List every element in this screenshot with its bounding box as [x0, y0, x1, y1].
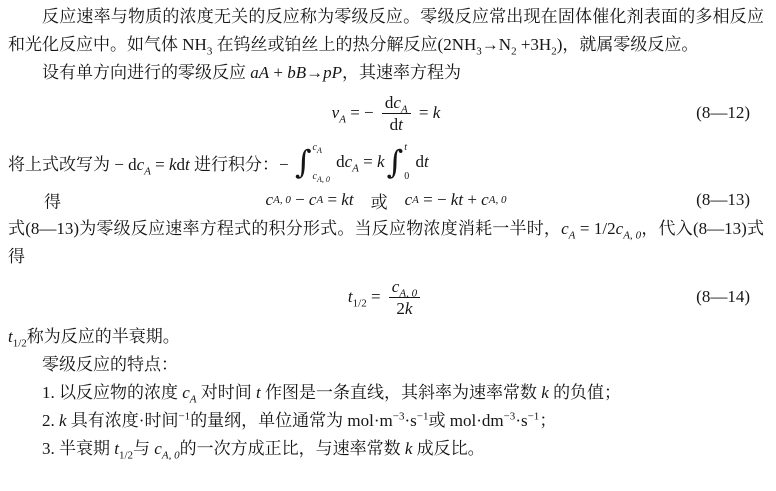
text-run: kt	[450, 190, 464, 209]
text-run: 3	[476, 45, 482, 58]
text-run: k	[376, 152, 385, 171]
text-run: = −	[418, 190, 451, 209]
text-run: →N	[481, 35, 512, 54]
text-run: c	[154, 439, 162, 458]
text-run: k	[404, 439, 413, 458]
eq12-denominator	[387, 114, 406, 135]
integral-concentration	[295, 142, 330, 182]
eq12-lhs	[331, 103, 378, 126]
integral-limits	[313, 142, 330, 182]
text-run: 的一次方成正比，与速率常数	[179, 439, 405, 458]
integral-upper-limit	[404, 142, 407, 153]
text-run: 反应速率与物质的浓度无关的反应称为零级反应。零级反应常出现在固体催化剂表面的多相反应和光化反应中。如气体 NH	[8, 7, 764, 54]
text-run: 1/2	[352, 297, 367, 310]
text-run: c	[561, 219, 569, 238]
text-run: k	[432, 103, 441, 122]
text-run: 3	[206, 45, 213, 58]
eq14-denominator	[393, 298, 415, 319]
text-run: 设有单方向进行的零级反应	[42, 63, 251, 82]
text-run: −1	[178, 410, 191, 423]
text-run: c	[308, 190, 317, 209]
text-run: d	[389, 114, 399, 134]
text-run: =	[414, 103, 433, 122]
text-run: +	[463, 190, 482, 209]
text-run: −3	[503, 410, 516, 423]
integration-before	[8, 150, 293, 175]
text-run: c	[391, 276, 400, 296]
features-heading: 零级反应的特点：	[42, 355, 178, 374]
text-run: c	[312, 171, 317, 182]
text-run: pP	[323, 63, 343, 82]
text-run: ；	[539, 411, 557, 430]
equation-8-14-formula	[348, 276, 424, 319]
feature-item-1	[8, 379, 764, 407]
text-run: A	[352, 162, 359, 175]
text-run: 成反比。	[412, 439, 485, 458]
text-run: ·s	[515, 411, 528, 430]
text-run: −	[290, 190, 309, 209]
text-run: −3	[392, 410, 405, 423]
paragraph-integral-form	[8, 215, 764, 271]
text-run: −1	[527, 410, 540, 423]
eq14-fraction	[389, 276, 420, 319]
text-run: t	[8, 327, 13, 346]
integration-mid	[331, 152, 385, 175]
equation-number-8-12: (8—12)	[696, 103, 750, 122]
text-run: d	[411, 152, 424, 171]
text-run: c	[265, 190, 274, 209]
text-run: A, 0	[623, 229, 642, 242]
eq12-rhs	[415, 103, 441, 123]
text-run: t	[398, 114, 403, 134]
text-run: A, 0	[399, 286, 418, 299]
equation-8-13	[8, 185, 764, 215]
text-run: c	[404, 190, 413, 209]
text-run: 或	[353, 192, 405, 212]
text-run: t	[114, 439, 119, 458]
text-run: c	[312, 142, 317, 153]
text-run: A	[316, 146, 322, 155]
text-run: =	[358, 152, 377, 171]
text-run: 0	[404, 171, 410, 182]
text-run: 的负值；	[548, 383, 622, 402]
text-run: )，就属零级反应。	[556, 35, 699, 54]
text-run: c	[136, 154, 145, 174]
text-run: d	[384, 92, 394, 112]
integral-upper-limit	[313, 142, 322, 153]
text-run: 1. 以反应物的浓度	[42, 383, 183, 402]
text-run: 对时间	[196, 383, 257, 402]
text-run: +3H	[516, 35, 552, 54]
integral-lower-limit	[404, 171, 409, 182]
text-run: t	[256, 383, 261, 402]
equation-number-8-14: (8—14)	[696, 287, 750, 306]
text-run: A	[568, 229, 576, 242]
integral-time	[387, 142, 410, 182]
text-run: 的量纲，单位通常为 mol·m	[190, 411, 393, 430]
text-run: kt	[341, 190, 354, 209]
eq12-numerator	[382, 92, 411, 114]
text-run: 称为反应的半衰期。	[26, 327, 180, 346]
text-run: 式(8—13)为零级反应速率方程式的积分形式。当反应物浓度消耗一半时，	[8, 219, 562, 238]
feature-item-3	[8, 435, 764, 463]
paragraph-rate-setup	[8, 59, 764, 87]
feature-item-2	[8, 407, 764, 435]
text-run: A	[400, 102, 408, 115]
equation-8-13-lead: 得	[44, 192, 61, 212]
text-run: = 1/2	[575, 219, 616, 238]
text-run: 2.	[42, 411, 59, 430]
text-run: 作图是一条直线，其斜率为速率常数	[260, 383, 542, 402]
text-run: v	[331, 103, 340, 122]
text-run: bB	[287, 63, 307, 82]
equation-8-13-formula: c A, 0 − c A = kt 或 c A = − kt + c A, 0	[266, 188, 507, 213]
text-run: aA	[250, 63, 270, 82]
text-run: c	[182, 383, 190, 402]
text-run: k	[168, 154, 177, 174]
text-run: ，其速率方程为	[342, 63, 462, 82]
text-run: t	[347, 287, 353, 306]
equation-number-8-13: (8—13)	[696, 190, 750, 209]
text-run: d	[176, 154, 186, 174]
text-run: d	[331, 152, 345, 171]
text-run: A	[189, 393, 197, 406]
text-run: A	[339, 113, 346, 126]
text-run: =	[366, 287, 385, 306]
text-run: k	[541, 383, 549, 402]
text-run: =	[150, 154, 169, 174]
text-run: k	[59, 411, 67, 430]
text-run: k	[404, 298, 413, 318]
eq14-lhs	[347, 287, 385, 310]
text-run: −1	[416, 410, 429, 423]
eq12-fraction	[382, 92, 411, 135]
text-run: c	[481, 190, 489, 209]
text-run: 1/2	[12, 337, 27, 350]
text-run: 或 mol·dm	[428, 411, 504, 430]
integral-limits	[404, 142, 409, 182]
text-run: =	[323, 190, 342, 209]
text-run: 2	[511, 45, 517, 58]
integral-sign: ∫	[294, 143, 312, 181]
text-run: A	[144, 164, 151, 177]
text-run: ，代入(8—13)式得	[8, 219, 764, 266]
text-run: 在钨丝或铂丝上的热分解反应(2NH	[212, 35, 477, 54]
text-run: t	[185, 154, 190, 174]
integration-after	[411, 152, 428, 172]
equation-8-14	[8, 271, 764, 323]
integration-line	[8, 139, 764, 185]
text-run: 进行积分：−	[189, 154, 293, 174]
text-run: +	[269, 63, 288, 82]
text-run: t	[404, 142, 407, 153]
equation-8-12-formula	[332, 92, 441, 135]
eq14-numerator	[389, 276, 420, 298]
text-run: 将上式改写为 − d	[8, 154, 137, 174]
paragraph-intro	[8, 3, 764, 59]
text-run: A, 0	[316, 175, 330, 184]
halflife-definition	[8, 323, 764, 351]
text-run: c	[393, 92, 401, 112]
integral-sign: ∫	[386, 143, 404, 181]
text-run: 具有浓度·时间	[66, 411, 179, 430]
text-run: t	[423, 152, 429, 171]
text-run: 3. 半衰期	[42, 439, 115, 458]
text-run: 1/2	[118, 449, 134, 462]
text-run: →	[306, 63, 324, 82]
text-run: c	[615, 219, 624, 238]
integral-lower-limit	[313, 171, 330, 182]
text-run: 2	[396, 298, 405, 318]
text-run: 2	[551, 45, 557, 58]
equation-8-12	[8, 87, 764, 139]
text-run: 与	[133, 439, 155, 458]
text-run: A, 0	[161, 449, 180, 462]
text-run: = −	[345, 103, 378, 122]
text-run: c	[344, 152, 353, 171]
text-run: ·s	[404, 411, 417, 430]
